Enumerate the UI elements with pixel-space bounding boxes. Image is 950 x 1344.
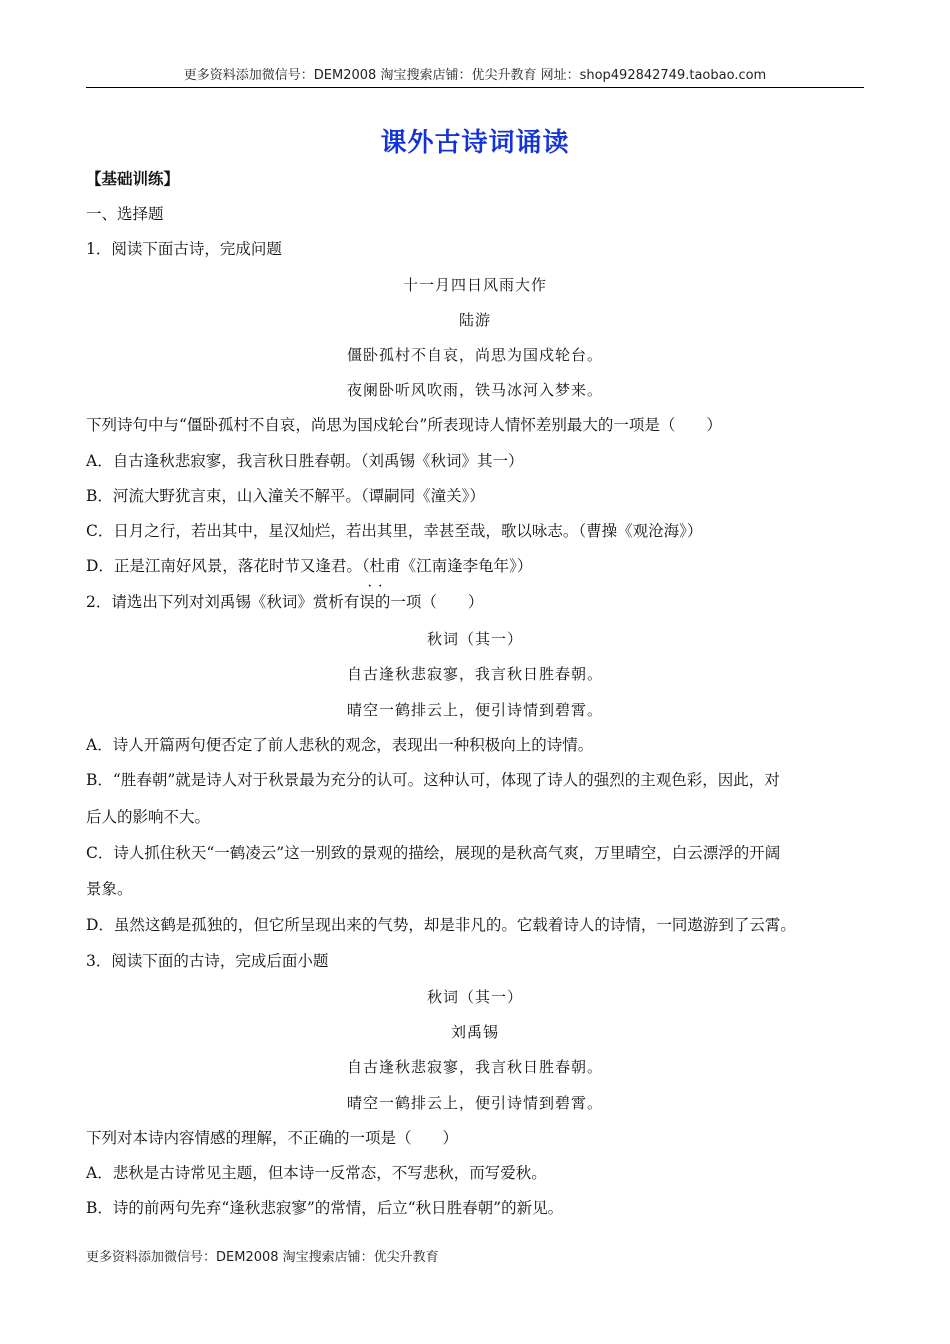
q2-option-c: C．诗人抓住秋天“一鹤凌云”这一别致的景观的描绘，展现的是秋高气爽，万里晴空，白云漂浮的开阔 [86,844,781,862]
q3-stem: 3．阅读下面的古诗，完成后面小题 [86,952,329,970]
q3-poem-line: 自古逢秋悲寂寥，我言秋日胜春朝。 [346,1058,603,1076]
page-footer: 更多资料添加微信号：DEM2008 淘宝搜索店铺：优尖升教育 [86,1250,439,1265]
page-header: 更多资料添加微信号：DEM2008 淘宝搜索店铺：优尖升教育 网址：shop492842749.taobao.com [183,68,767,83]
header-divider [86,87,864,88]
q3-author: 刘禹锡 [450,1023,499,1041]
q2-poem-line: 自古逢秋悲寂寥，我言秋日胜春朝。 [346,665,603,683]
emphasis-dots: ·· [368,581,389,592]
q2-option-d: D．虽然这鹤是孤独的，但它所呈现出来的气势，却是非凡的。它载着诗人的诗情，一同遨游到了云霄。 [86,916,796,934]
q3-poem-title: 秋词（其一） [426,988,523,1006]
q1-poem-line: 夜阑卧听风吹雨，铁马冰河入梦来。 [346,381,603,399]
q2-poem-line: 晴空一鹤排云上，便引诗情到碧霄。 [346,701,603,719]
q1-option-d: D．正是江南好风景，落花时节又逢君。（杜甫《江南逢李龟年》） [86,557,533,575]
q3-option-a: A．悲秋是古诗常见主题，但本诗一反常态，不写悲秋，而写爱秋。 [86,1164,547,1182]
section-label: 【基础训练】 [86,170,180,188]
q3-option-b: B．诗的前两句先弃“逢秋悲寂寥”的常情，后立“秋日胜春朝”的新见。 [86,1199,564,1217]
page-title: 课外古诗词诵读 [380,128,570,158]
q3-poem-line: 晴空一鹤排云上，便引诗情到碧霄。 [346,1094,603,1112]
q3-question: 下列对本诗内容情感的理解，不正确的一项是（ ） [86,1129,459,1147]
q1-option-c: C．日月之行，若出其中，星汉灿烂，若出其里，幸甚至哉，歌以咏志。（曹操《观沧海》） [86,522,703,540]
q2-option-c-cont: 景象。 [86,880,133,898]
q1-author: 陆游 [458,311,491,329]
q1-question: 下列诗句中与“僵卧孤村不自哀，尚思为国戍轮台”所表现诗人情怀差别最大的一项是（ ） [86,416,722,434]
q2-option-a: A．诗人开篇两句便否定了前人悲秋的观念，表现出一种积极向上的诗情。 [86,736,594,754]
q1-stem: 1．阅读下面古诗，完成问题 [86,240,282,258]
q1-option-a: A．自古逢秋悲寂寥，我言秋日胜春朝。（刘禹锡《秋词》其一） [86,452,524,470]
q1-poem-title: 十一月四日风雨大作 [402,276,547,294]
q2-option-b-cont: 后人的影响不大。 [86,808,211,826]
q1-poem-line: 僵卧孤村不自哀，尚思为国戍轮台。 [346,346,603,364]
subsection-heading: 一、选择题 [86,205,164,223]
q1-option-b: B．河流大野犹言束，山入潼关不解平。（谭嗣同《潼关》） [86,487,485,505]
q2-option-b: B．“胜春朝”就是诗人对于秋景最为充分的认可。这种认可，体现了诗人的强烈的主观色彩，因此，对 [86,771,780,789]
q2-poem-title: 秋词（其一） [426,630,523,648]
q2-stem: 2．请选出下列对刘禹锡《秋词》赏析有误的一项（ ） [86,593,484,611]
